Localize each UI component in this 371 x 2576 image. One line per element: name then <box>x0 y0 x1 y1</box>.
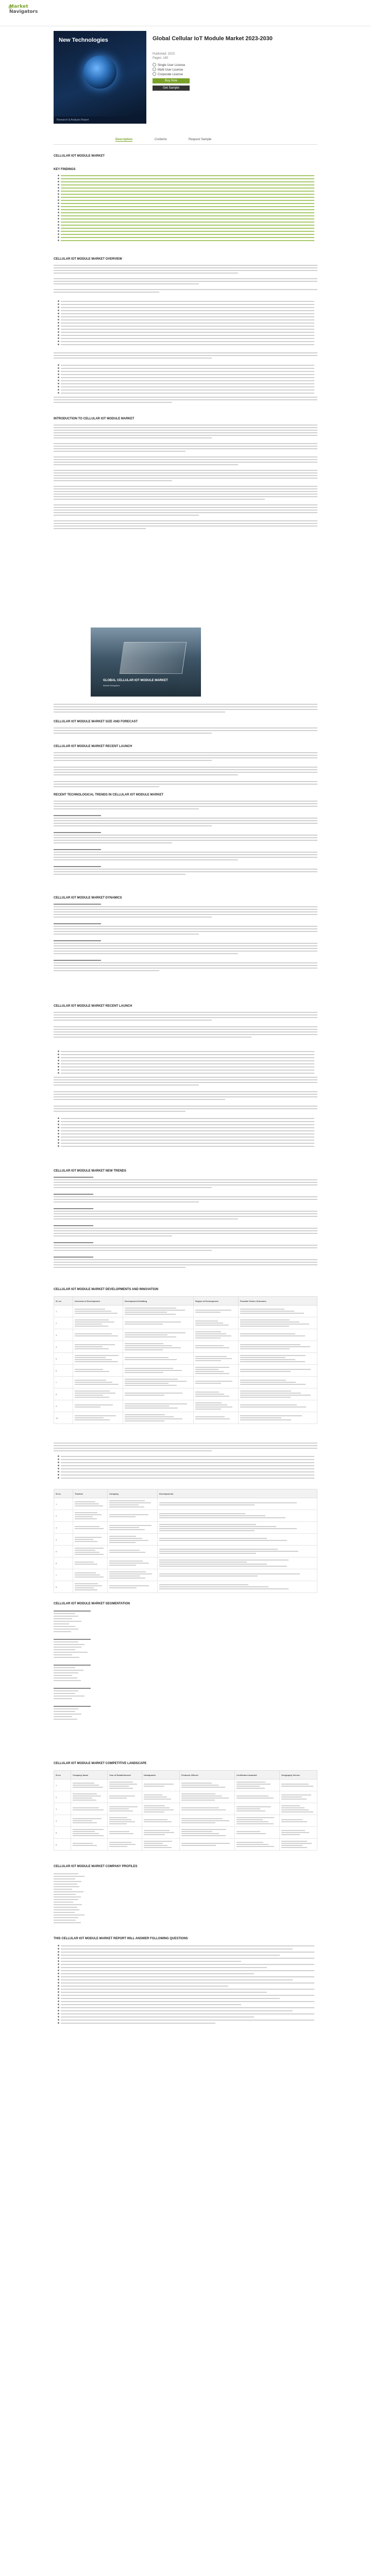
table-cell <box>180 1827 235 1839</box>
table-cell <box>239 1400 317 1412</box>
table-cell <box>73 1557 108 1569</box>
overview-text <box>54 265 317 294</box>
table-cell <box>123 1306 194 1317</box>
row-number: 3 <box>54 1803 71 1815</box>
table-cell <box>142 1815 180 1827</box>
table-cell <box>235 1839 280 1851</box>
recent-launch-2-text <box>54 1012 317 1039</box>
row-number: 4 <box>54 1815 71 1827</box>
after-image-text <box>54 704 317 714</box>
table-row <box>54 1306 317 1317</box>
table-cell <box>73 1365 123 1377</box>
row-number: 4 <box>54 1341 73 1353</box>
developments-list <box>57 1456 314 1481</box>
table-row <box>54 1546 317 1557</box>
market-infographic-image <box>91 628 201 697</box>
table-row <box>54 1803 317 1815</box>
overview-list-2 <box>57 365 314 396</box>
table-cell <box>235 1827 280 1839</box>
table-row <box>54 1400 317 1412</box>
row-number: 3 <box>54 1329 73 1341</box>
table-cell <box>123 1377 194 1388</box>
table-cell <box>123 1412 194 1424</box>
table-cell <box>73 1306 123 1317</box>
table-cell <box>123 1317 194 1329</box>
table-cell <box>235 1815 280 1827</box>
table-cell <box>73 1388 123 1400</box>
table-row <box>54 1510 317 1522</box>
recent-launch-text <box>54 752 317 789</box>
table-cell <box>158 1581 317 1593</box>
logo-mark-icon <box>8 5 12 9</box>
table-cell <box>194 1329 239 1341</box>
table-cell <box>73 1377 123 1388</box>
table-cell <box>180 1803 235 1815</box>
table-cell <box>108 1780 142 1791</box>
new-trends-text <box>54 1177 317 1269</box>
recent-launch-list <box>57 1051 314 1076</box>
overview-list <box>57 301 314 347</box>
table-cell <box>108 1534 158 1546</box>
col-header: Company Name <box>71 1771 108 1780</box>
size-text <box>54 727 317 735</box>
section-heading-recent-launch-2: CELLULAR IOT MODULE MARKET RECENT LAUNCH <box>54 1005 132 1008</box>
radio-icon <box>153 67 156 71</box>
table-cell <box>123 1365 194 1377</box>
table-cell <box>235 1791 280 1803</box>
table-cell <box>194 1317 239 1329</box>
introduction-text <box>54 425 317 531</box>
section-heading-key-findings: KEY FINDINGS <box>54 168 76 171</box>
table-cell <box>73 1329 123 1341</box>
glass-graphic <box>120 642 187 674</box>
license-option-corporate[interactable]: Corporate License <box>153 72 183 76</box>
table-cell <box>71 1791 108 1803</box>
table-cell <box>239 1365 317 1377</box>
row-number: 9 <box>54 1400 73 1412</box>
section-heading-dynamics: CELLULAR IOT MODULE MARKET DYNAMICS <box>54 896 122 900</box>
table-cell <box>108 1803 142 1815</box>
col-header: Certificates Awarded <box>235 1771 280 1780</box>
cover-title: New Technologies <box>59 37 108 43</box>
table-cell <box>108 1522 158 1534</box>
section-heading-introduction: INTRODUCTION TO CELLULAR IOT MODULE MARKET <box>54 417 134 420</box>
table-cell <box>123 1341 194 1353</box>
table-cell <box>142 1839 180 1851</box>
section-heading-developments: CELLULAR IOT MODULE MARKET DEVELOPMENTS AND INNOVATION <box>54 1288 159 1291</box>
product-title: Global Cellular IoT Module Market 2023-2030 <box>153 36 273 42</box>
table-cell <box>158 1522 317 1534</box>
table-cell <box>239 1329 317 1341</box>
table-cell <box>194 1306 239 1317</box>
table-cell <box>142 1791 180 1803</box>
section-heading-new-trends: CELLULAR IOT MODULE MARKET NEW TRENDS <box>54 1170 126 1173</box>
table-cell <box>158 1569 317 1581</box>
table-cell <box>158 1546 317 1557</box>
recent-launch-list-2 <box>57 1118 314 1149</box>
get-sample-button[interactable]: Get Sample <box>153 86 190 91</box>
developments-table <box>54 1296 317 1424</box>
row-number: 6 <box>54 1839 71 1851</box>
table-cell <box>71 1827 108 1839</box>
section-heading-segmentation: CELLULAR IOT MODULE MARKET SEGMENTATION <box>54 1602 130 1605</box>
overview-text-3 <box>54 397 317 404</box>
table-cell <box>71 1780 108 1791</box>
table-cell <box>142 1827 180 1839</box>
product-meta-published: Published: 2023 <box>153 53 175 56</box>
table-cell <box>108 1827 142 1839</box>
section-heading-overview: CELLULAR IOT MODULE MARKET OVERVIEW <box>54 258 122 261</box>
dynamics-text <box>54 904 317 973</box>
table-cell <box>194 1365 239 1377</box>
table-row <box>54 1329 317 1341</box>
top-bar <box>0 0 371 26</box>
table-cell <box>73 1522 108 1534</box>
col-header: Headquarter <box>142 1771 180 1780</box>
table-cell <box>194 1341 239 1353</box>
row-number: 6 <box>54 1365 73 1377</box>
table-cell <box>73 1400 123 1412</box>
row-number: 5 <box>54 1353 73 1365</box>
row-number: 1 <box>54 1306 73 1317</box>
col-header: Sl no <box>54 1489 73 1498</box>
section-heading-market: CELLULAR IOT MODULE MARKET <box>54 155 105 158</box>
table-cell <box>280 1815 317 1827</box>
buy-now-button[interactable]: Buy Now <box>153 78 190 83</box>
table-cell <box>73 1412 123 1424</box>
table-cell <box>108 1569 158 1581</box>
col-header: Geography Served <box>280 1771 317 1780</box>
table-cell <box>142 1803 180 1815</box>
table-cell <box>180 1839 235 1851</box>
table-cell <box>73 1546 108 1557</box>
table-row <box>54 1365 317 1377</box>
table-cell <box>239 1412 317 1424</box>
col-header: Company <box>108 1489 158 1498</box>
row-number: 8 <box>54 1388 73 1400</box>
table-cell <box>239 1377 317 1388</box>
table-cell <box>194 1388 239 1400</box>
table-cell <box>73 1534 108 1546</box>
competitive-table <box>54 1770 317 1851</box>
row-number: 5 <box>54 1546 73 1557</box>
key-findings-list <box>57 175 314 243</box>
table-cell <box>108 1510 158 1522</box>
table-cell <box>239 1306 317 1317</box>
table-cell <box>71 1839 108 1851</box>
table-row <box>54 1353 317 1365</box>
table-cell <box>108 1791 142 1803</box>
col-header: Region of Development <box>194 1297 239 1306</box>
infographic-caption: GLOBAL CELLULAR IOT MODULE MARKET <box>103 679 168 682</box>
table-cell <box>73 1353 123 1365</box>
table-cell <box>108 1815 142 1827</box>
table-row <box>54 1839 317 1851</box>
table-cell <box>158 1510 317 1522</box>
radio-icon <box>153 63 156 66</box>
row-number: 2 <box>54 1791 71 1803</box>
table-cell <box>280 1839 317 1851</box>
table-row <box>54 1581 317 1593</box>
table-cell <box>123 1353 194 1365</box>
table-cell <box>142 1780 180 1791</box>
row-number: 2 <box>54 1510 73 1522</box>
table-cell <box>73 1341 123 1353</box>
table-row <box>54 1412 317 1424</box>
content-tabs <box>54 137 317 145</box>
table-row <box>54 1341 317 1353</box>
table-cell <box>280 1803 317 1815</box>
table-cell <box>280 1780 317 1791</box>
table-row <box>54 1534 317 1546</box>
table-cell <box>239 1353 317 1365</box>
questions-list <box>57 1945 314 2026</box>
table-cell <box>194 1353 239 1365</box>
col-header: Overview of Development <box>73 1297 123 1306</box>
table-cell <box>123 1388 194 1400</box>
tech-trends-text <box>54 801 317 876</box>
table-cell <box>71 1803 108 1815</box>
section-heading-recent-launch: CELLULAR IOT MODULE MARKET RECENT LAUNCH <box>54 745 132 748</box>
tab-request-sample[interactable]: Request Sample <box>189 138 212 141</box>
row-number: 1 <box>54 1498 73 1510</box>
col-header: Timeline <box>73 1489 108 1498</box>
cover-footer: Research & Analysis Report <box>54 116 146 124</box>
row-number: 1 <box>54 1780 71 1791</box>
table-cell <box>235 1803 280 1815</box>
table-cell <box>123 1329 194 1341</box>
table-cell <box>239 1388 317 1400</box>
table-row <box>54 1780 317 1791</box>
product-meta-pages: Pages: 140 <box>153 57 168 60</box>
section-heading-tech-trends: RECENT TECHNOLOGICAL TRENDS IN CELLULAR IOT MODULE MARKET <box>54 793 164 796</box>
table-cell <box>108 1557 158 1569</box>
table-cell <box>194 1412 239 1424</box>
segmentation-lists <box>54 1611 115 1721</box>
table-cell <box>108 1839 142 1851</box>
tab-contents[interactable]: Contents <box>155 138 167 141</box>
table-row <box>54 1377 317 1388</box>
table-row <box>54 1317 317 1329</box>
row-number: 4 <box>54 1534 73 1546</box>
table-cell <box>71 1815 108 1827</box>
col-header: Development Detailing <box>123 1297 194 1306</box>
radio-icon <box>153 72 156 76</box>
infographic-subcaption: Market Navigators <box>103 684 120 687</box>
row-number: 7 <box>54 1569 73 1581</box>
row-number: 8 <box>54 1581 73 1593</box>
table-cell <box>73 1569 108 1581</box>
table-cell <box>73 1510 108 1522</box>
row-number: 7 <box>54 1377 73 1388</box>
table-cell <box>158 1534 317 1546</box>
row-number: 6 <box>54 1557 73 1569</box>
table-row <box>54 1498 317 1510</box>
table-cell <box>194 1377 239 1388</box>
brand-logo[interactable] <box>9 4 45 20</box>
table-row <box>54 1522 317 1534</box>
row-number: 10 <box>54 1412 73 1424</box>
table-cell <box>180 1780 235 1791</box>
table-cell <box>239 1341 317 1353</box>
table-cell <box>108 1498 158 1510</box>
col-header: Year of Establishment <box>108 1771 142 1780</box>
brand-line1: Market <box>9 4 28 9</box>
col-header: Products Offered <box>180 1771 235 1780</box>
row-number: 5 <box>54 1827 71 1839</box>
globe-icon <box>83 56 116 89</box>
product-header <box>54 31 317 134</box>
table-cell <box>235 1780 280 1791</box>
table-cell <box>280 1791 317 1803</box>
table-cell <box>239 1317 317 1329</box>
table-row <box>54 1388 317 1400</box>
table-cell <box>158 1557 317 1569</box>
table-row <box>54 1569 317 1581</box>
table-cell <box>158 1498 317 1510</box>
table-row <box>54 1791 317 1803</box>
table-cell <box>73 1581 108 1593</box>
table-cell <box>73 1498 108 1510</box>
license-option-multi[interactable]: Multi User License <box>153 67 183 72</box>
section-heading-company-profiles: CELLULAR IOT MODULE MARKET COMPANY PROFILES <box>54 1865 138 1868</box>
table-row <box>54 1827 317 1839</box>
col-header: Possible Future Outcomes <box>239 1297 317 1306</box>
section-heading-questions: THIS CELLULAR IOT MODULE MARKET REPORT WILL ANSWER FOLLOWING QUESTIONS <box>54 1937 188 1940</box>
brand-line2: Navigators <box>9 9 38 14</box>
developments-text <box>54 1443 317 1453</box>
table-cell <box>194 1400 239 1412</box>
section-heading-competitive: CELLULAR IOT MODULE MARKET COMPETITIVE LANDSCAPE <box>54 1762 147 1765</box>
company-profiles-list <box>54 1873 115 1925</box>
table-cell <box>73 1317 123 1329</box>
table-cell <box>123 1400 194 1412</box>
col-header: Sl. no <box>54 1297 73 1306</box>
col-header: Developments <box>158 1489 317 1498</box>
table-row <box>54 1815 317 1827</box>
table-cell <box>108 1581 158 1593</box>
timeline-table <box>54 1489 317 1593</box>
overview-text-2 <box>54 352 317 360</box>
section-heading-size: CELLULAR IOT MODULE MARKET SIZE AND FORECAST <box>54 720 138 723</box>
table-row <box>54 1557 317 1569</box>
tab-description[interactable]: Description <box>115 138 133 141</box>
license-option-single[interactable]: Single User License <box>153 63 185 67</box>
table-cell <box>280 1827 317 1839</box>
recent-launch-2-text-b <box>54 1077 317 1113</box>
report-cover-image <box>54 31 146 124</box>
table-cell <box>180 1791 235 1803</box>
col-header: Sl no <box>54 1771 71 1780</box>
table-cell <box>108 1546 158 1557</box>
table-cell <box>180 1815 235 1827</box>
row-number: 2 <box>54 1317 73 1329</box>
row-number: 3 <box>54 1522 73 1534</box>
